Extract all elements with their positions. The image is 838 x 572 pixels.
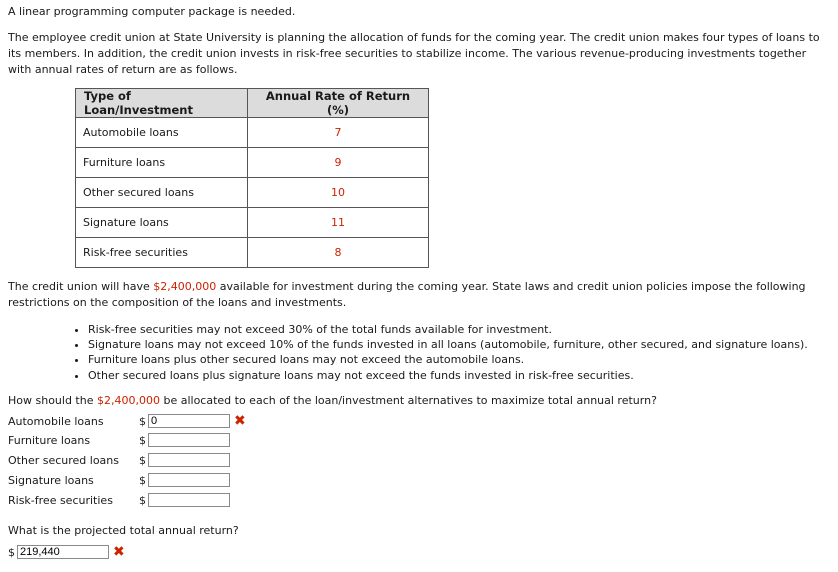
total-return-question: What is the projected total annual return? [8,524,239,537]
funds-amount: $2,400,000 [153,280,217,293]
question-text-after: be allocated to each of the loan/investment alternatives to maximize total annual return? [159,394,657,407]
description-paragraph: The employee credit union at State University is planning the allocation of funds for the coming year. The credit union makes four types of loans to its members. In addition, the credit union invests in risk-free securities to stabilize income. The various revenue-producing investments together with annual rates of return are as follows. [8,31,820,76]
row-rate: 7 [248,118,429,148]
row-rate: 9 [248,148,429,178]
answer-row-other-secured [8,452,230,468]
allocation-question [8,393,828,409]
automobile-loans-input[interactable] [148,414,230,428]
currency-sign: $ [139,493,146,507]
table-row [76,178,429,208]
restrictions-list [68,322,808,383]
row-rate: 11 [248,208,429,238]
restriction-item: • Signature loans may not exceed 10% of the funds invested in all loans (automobile, furniture, other secured, and signature loans). [88,337,808,352]
incorrect-mark-icon: ✖ [113,544,125,560]
table-row [76,238,429,268]
answer-label: Furniture loans [8,433,91,447]
answer-label: Other secured loans [8,453,120,467]
row-type: Other secured loans [76,178,248,208]
row-type: Furniture loans [76,148,248,178]
table-row [76,118,429,148]
funds-text-after: available for investment during the coming year. State laws and credit union policies impose the following restrictions on the composition of the loans and investments. [8,280,806,309]
total-return-input[interactable] [17,545,109,559]
table-row [76,208,429,238]
header-type: Type of Loan/Investment [76,89,248,118]
header-rate: Annual Rate of Return (%) [248,89,429,118]
risk-free-securities-input[interactable] [148,493,230,507]
incorrect-mark-icon: ✖ [234,413,246,429]
answer-row-furniture [8,432,230,448]
rates-table [75,88,429,268]
restriction-item: • Risk-free securities may not exceed 30% of the total funds available for investment. [88,322,808,337]
currency-sign: $ [139,453,146,467]
currency-sign: $ [139,473,146,487]
answer-row-signature [8,472,230,488]
row-type: Risk-free securities [76,238,248,268]
currency-sign: $ [139,433,146,447]
currency-sign: $ [8,545,15,559]
signature-loans-input[interactable] [148,473,230,487]
row-type: Automobile loans [76,118,248,148]
funds-text-before: The credit union will have [8,280,154,293]
row-rate: 8 [248,238,429,268]
intro-text: A linear programming computer package is needed. [8,5,296,18]
restriction-item: • Furniture loans plus other secured loans may not exceed the automobile loans. [88,352,808,367]
answer-label: Automobile loans [8,414,104,428]
other-secured-loans-input[interactable] [148,453,230,467]
answer-label: Signature loans [8,473,94,487]
restriction-item: • Other secured loans plus signature loans may not exceed the funds invested in risk-free securities. [88,368,808,383]
row-rate: 10 [248,178,429,208]
answer-row-automobile [8,413,246,429]
furniture-loans-input[interactable] [148,433,230,447]
answer-label: Risk-free securities [8,493,113,507]
question-text-before: How should the [8,394,97,407]
question-amount: $2,400,000 [96,394,160,407]
funds-paragraph [8,279,828,311]
table-header-row [76,89,429,118]
answer-row-risk-free [8,492,230,508]
total-return-row [8,544,125,560]
table-row [76,148,429,178]
row-type: Signature loans [76,208,248,238]
currency-sign: $ [139,414,146,428]
